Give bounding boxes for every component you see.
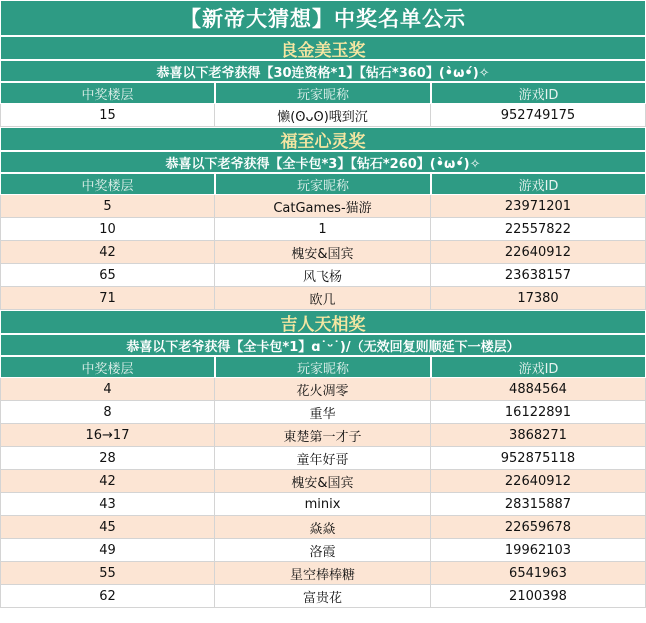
section-title: 良金美玉奖 [0,36,646,60]
cell-floor: 16→17 [0,424,215,447]
cell-nickname: 风飞杨 [215,264,431,287]
cell-nickname: 焱焱 [215,516,431,539]
cell-nickname: 重华 [215,401,431,424]
column-header-game-id: 游戏ID [431,173,646,195]
cell-nickname: 星空棒棒糖 [215,562,431,585]
cell-floor: 4 [0,378,215,401]
section-title: 吉人天相奖 [0,310,646,334]
cell-game-id: 3868271 [431,424,646,447]
cell-nickname: CatGames-猫游 [215,195,431,218]
column-header-floor: 中奖楼层 [0,82,215,104]
table-row [0,447,646,470]
cell-floor: 28 [0,447,215,470]
table-row [0,401,646,424]
cell-game-id: 28315887 [431,493,646,516]
section-subtitle: 恭喜以下老爷获得【30连资格*1】【钻石*360】(•̀ω•́)✧ [0,60,646,82]
table-row [0,424,646,447]
cell-game-id: 16122891 [431,401,646,424]
cell-game-id: 19962103 [431,539,646,562]
section-subtitle: 恭喜以下老爷获得【全卡包*1】ɑ˙ᵕ˙)/（无效回复则顺延下一楼层） [0,334,646,356]
column-header-row [0,173,646,195]
cell-game-id: 22640912 [431,470,646,493]
cell-game-id: 23638157 [431,264,646,287]
cell-floor: 62 [0,585,215,608]
column-header-row [0,82,646,104]
cell-game-id: 4884564 [431,378,646,401]
section-subtitle-row-jiren [0,334,646,356]
section-header-jiren [0,310,646,334]
column-header-floor: 中奖楼层 [0,173,215,195]
section-subtitle: 恭喜以下老爷获得【全卡包*3】【钻石*260】(•̀ω•́)✧ [0,151,646,173]
cell-nickname: 槐安&国宾 [215,241,431,264]
table-row [0,287,646,310]
cell-nickname: 花火凋零 [215,378,431,401]
column-header-nickname: 玩家昵称 [215,173,431,195]
page-title: 【新帝大猜想】中奖名单公示 [0,0,646,36]
table-row [0,493,646,516]
cell-floor: 43 [0,493,215,516]
cell-floor: 42 [0,241,215,264]
table-row [0,585,646,608]
cell-floor: 42 [0,470,215,493]
table-row [0,562,646,585]
cell-floor: 49 [0,539,215,562]
cell-floor: 5 [0,195,215,218]
cell-floor: 55 [0,562,215,585]
cell-game-id: 952875118 [431,447,646,470]
table-row [0,104,646,127]
table-row [0,218,646,241]
cell-floor: 45 [0,516,215,539]
cell-nickname: 東楚第一才子 [215,424,431,447]
cell-game-id: 17380 [431,287,646,310]
column-header-game-id: 游戏ID [431,356,646,378]
table-row [0,470,646,493]
cell-nickname: 槐安&国宾 [215,470,431,493]
table-row [0,378,646,401]
cell-nickname: 懒(ʘᴗʘ)哦到沉 [215,104,431,127]
cell-nickname: 童年好哥 [215,447,431,470]
section-title: 福至心灵奖 [0,127,646,151]
cell-game-id: 22557822 [431,218,646,241]
cell-nickname: 1 [215,218,431,241]
cell-game-id: 22640912 [431,241,646,264]
table-row [0,264,646,287]
cell-nickname: minix [215,493,431,516]
section-subtitle-row-fuzhi [0,151,646,173]
table-row [0,241,646,264]
cell-nickname: 欧几 [215,287,431,310]
cell-floor: 65 [0,264,215,287]
cell-floor: 15 [0,104,215,127]
cell-floor: 71 [0,287,215,310]
cell-floor: 8 [0,401,215,424]
column-header-game-id: 游戏ID [431,82,646,104]
cell-nickname: 洛霞 [215,539,431,562]
cell-game-id: 22659678 [431,516,646,539]
table-row [0,195,646,218]
table-row [0,539,646,562]
column-header-floor: 中奖楼层 [0,356,215,378]
cell-game-id: 23971201 [431,195,646,218]
cell-nickname: 富贵花 [215,585,431,608]
cell-floor: 10 [0,218,215,241]
table-row [0,516,646,539]
cell-game-id: 2100398 [431,585,646,608]
section-header-fuzhi [0,127,646,151]
cell-game-id: 6541963 [431,562,646,585]
section-header-liangjin [0,36,646,60]
column-header-nickname: 玩家昵称 [215,356,431,378]
cell-game-id: 952749175 [431,104,646,127]
column-header-nickname: 玩家昵称 [215,82,431,104]
column-header-row [0,356,646,378]
section-subtitle-row-liangjin [0,60,646,82]
title-row [0,0,646,36]
